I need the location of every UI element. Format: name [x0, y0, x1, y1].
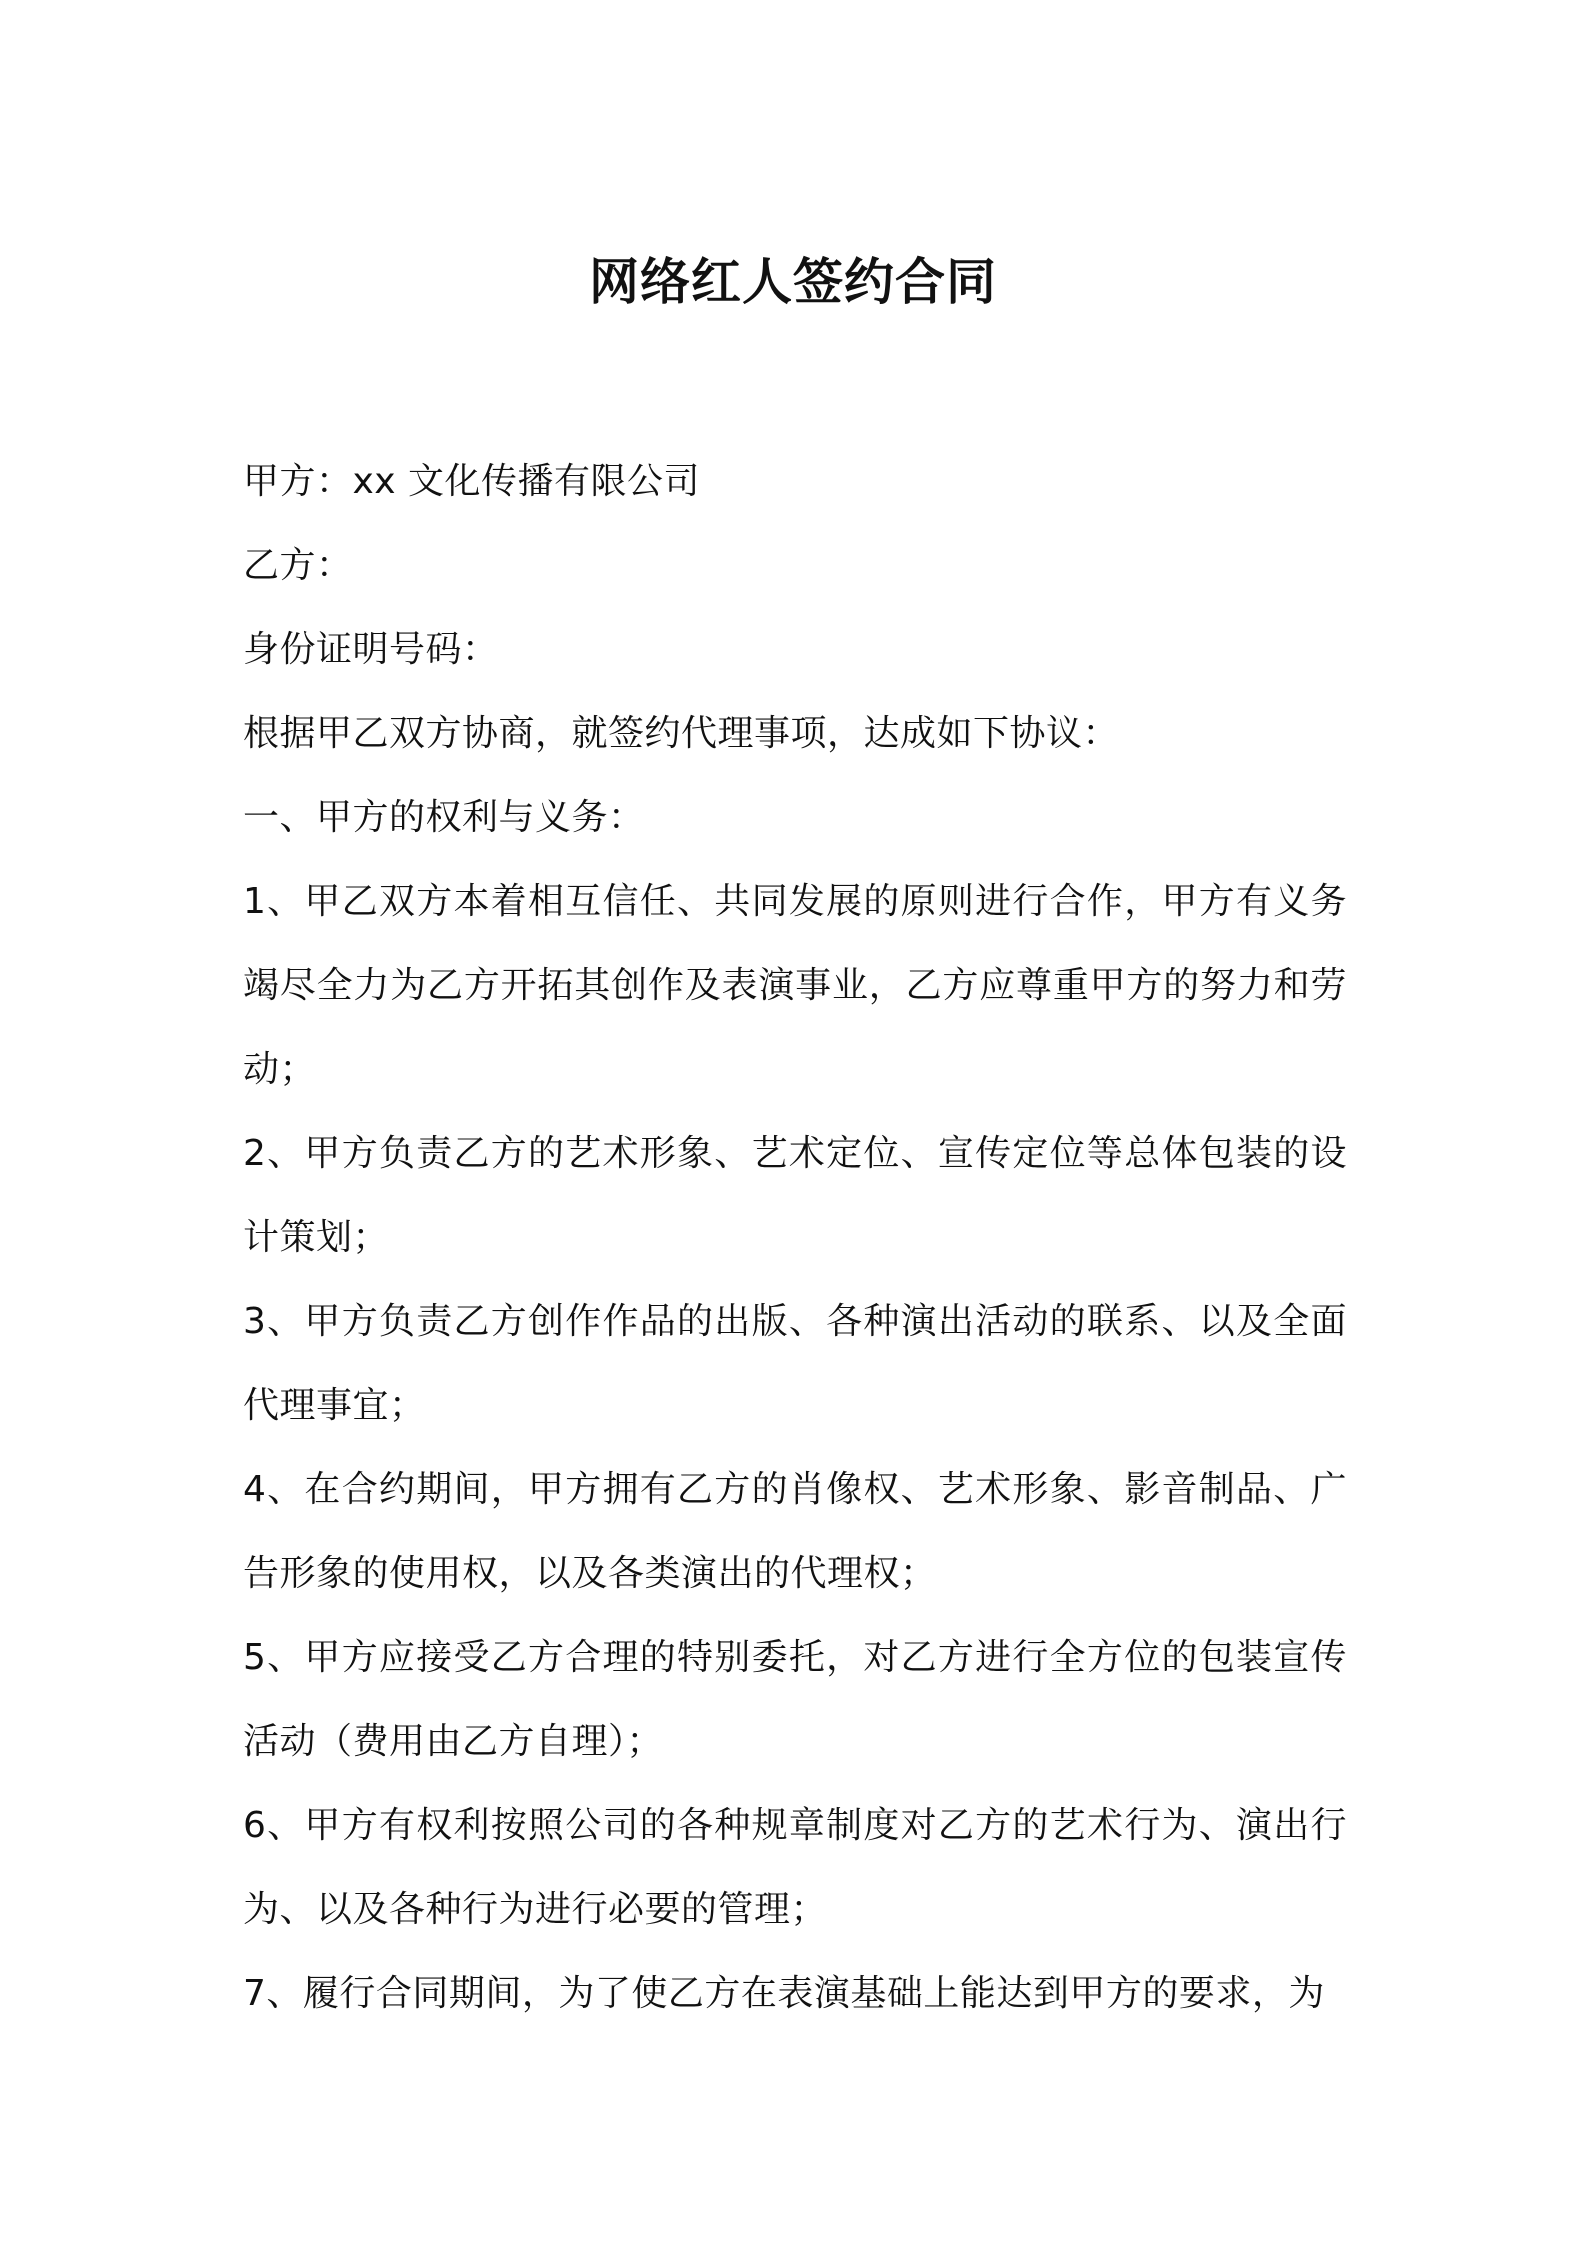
clause-1: 1、甲乙双方本着相互信任、共同发展的原则进行合作，甲方有义务竭尽全力为乙方开拓其创作及表演事业，乙方应尊重甲方的努力和劳动； [243, 881, 1347, 1090]
document-title: 网络红人签约合同 [589, 252, 997, 311]
clause-2: 2、甲方负责乙方的艺术形象、艺术定位、宣传定位等总体包装的设计策划； [243, 1133, 1347, 1258]
agreement-intro: 根据甲乙双方协商，就签约代理事项，达成如下协议： [243, 713, 1120, 754]
clause-3: 3、甲方负责乙方创作作品的出版、各种演出活动的联系、以及全面代理事宜； [243, 1301, 1347, 1426]
document-body [243, 440, 1347, 2036]
party-b-line: 乙方： [243, 545, 353, 586]
clause-7: 7、履行合同期间，为了使乙方在表演基础上能达到甲方的要求，为 [243, 1973, 1325, 2014]
id-number-line: 身份证明号码： [243, 629, 499, 670]
clause-5: 5、甲方应接受乙方合理的特别委托，对乙方进行全方位的包装宣传活动（费用由乙方自理）； [243, 1637, 1347, 1762]
section-heading: 一、甲方的权利与义务： [243, 797, 645, 838]
clause-4: 4、在合约期间，甲方拥有乙方的肖像权、艺术形象、影音制品、广告形象的使用权，以及各类演出的代理权； [243, 1469, 1347, 1594]
clause-6: 6、甲方有权利按照公司的各种规章制度对乙方的艺术行为、演出行为、以及各种行为进行必要的管理； [243, 1805, 1347, 1930]
party-a-line: 甲方：xx 文化传播有限公司 [243, 461, 701, 502]
